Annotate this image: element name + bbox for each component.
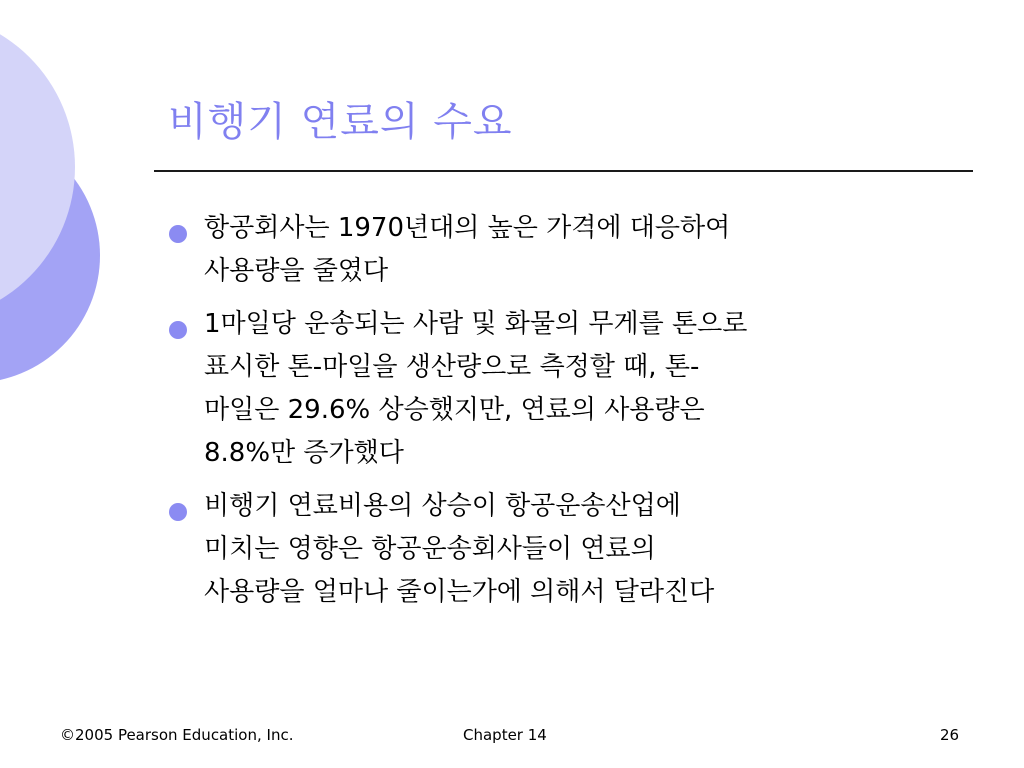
footer-chapter: Chapter 14 [463, 726, 547, 744]
bullet-line: 마일은 29.6% 상승했지만, 연료의 사용량은 [204, 395, 705, 425]
bullet-dot-icon [169, 225, 187, 243]
bullet-line: 표시한 톤-마일을 생산량으로 측정할 때, 톤- [204, 352, 700, 382]
footer-page-number: 26 [940, 726, 960, 744]
bullet-list [166, 207, 986, 624]
bullet-line: 미치는 영향은 항공운송회사들이 연료의 [204, 534, 656, 564]
bullet-item [166, 303, 986, 475]
bullet-line: 비행기 연료비용의 상승이 항공운송산업에 [204, 491, 681, 521]
bullet-line: 사용량을 줄였다 [204, 256, 389, 286]
title-divider [154, 170, 973, 172]
slide-title: 비행기 연료의 수요 [168, 99, 513, 145]
footer-copyright: ©2005 Pearson Education, Inc. [60, 726, 294, 744]
bullet-item [166, 485, 986, 614]
bullet-line: 항공회사는 1970년대의 높은 가격에 대응하여 [204, 213, 731, 243]
bullet-line: 8.8%만 증가했다 [204, 438, 404, 468]
bullet-line: 1마일당 운송되는 사람 및 화물의 무게를 톤으로 [204, 309, 748, 339]
bullet-line: 사용량을 얼마나 줄이는가에 의해서 달라진다 [204, 577, 715, 607]
bullet-dot-icon [169, 321, 187, 339]
bullet-dot-icon [169, 503, 187, 521]
bullet-item [166, 207, 986, 293]
